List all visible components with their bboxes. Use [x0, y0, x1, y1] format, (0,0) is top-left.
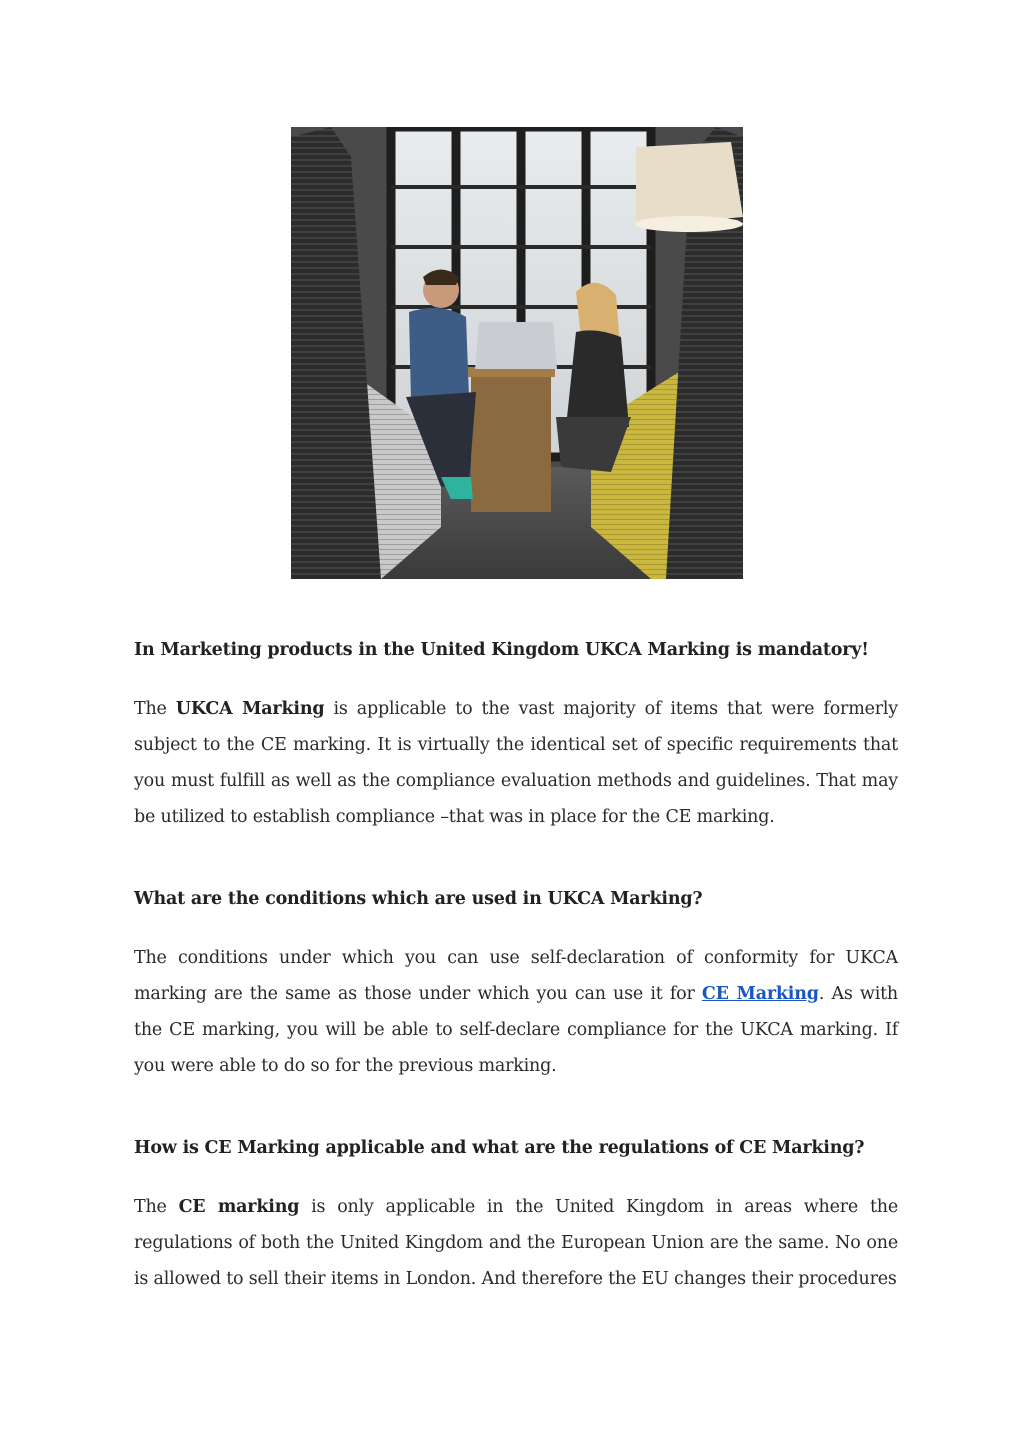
paragraph-ukca-conditions	[134, 940, 898, 1084]
text-run: is only applicable in the United Kingdom in areas where the regulations of both the United Kingdom and the European Union are the same. No one is allowed to sell their items in London. And therefore the EU changes their procedures	[134, 1197, 899, 1289]
text-run: . As with the CE marking, you will be able to self-declare compliance for the UKCA marking. If you were able to do so for the previous marking.	[134, 984, 899, 1076]
text-run: The	[134, 1197, 179, 1217]
text-run: The	[134, 699, 176, 719]
section-heading-ce-regulations: How is CE Marking applicable and what are the regulations of CE Marking?	[134, 1138, 865, 1158]
article-body	[134, 632, 898, 1297]
paragraph-ukca-applicability	[134, 691, 898, 835]
section-heading-ukca-conditions: What are the conditions which are used in UKCA Marking?	[134, 889, 703, 909]
bold-term-ce-marking: CE marking	[178, 1197, 300, 1217]
section-heading-ukca-mandatory: In Marketing products in the United Kingdom UKCA Marking is mandatory!	[134, 640, 869, 660]
paragraph-ce-regulations	[134, 1189, 898, 1297]
text-run: is applicable to the vast majority of items that were formerly subject to the CE marking. It is virtually the identical set of specific requirements that you must fulfill as well as the compliance evaluation methods and guidelines. That may be utilized to establish compliance –that was in place for the CE marking.	[134, 699, 898, 827]
office-meeting-photo	[291, 127, 743, 579]
text-run: The conditions under which you can use self-declaration of conformity for UKCA marking are the same as those under which you can use it for	[134, 948, 898, 1004]
ce-marking-link[interactable]: CE Marking	[701, 984, 819, 1004]
bold-term-ukca-marking: UKCA Marking	[175, 699, 325, 719]
